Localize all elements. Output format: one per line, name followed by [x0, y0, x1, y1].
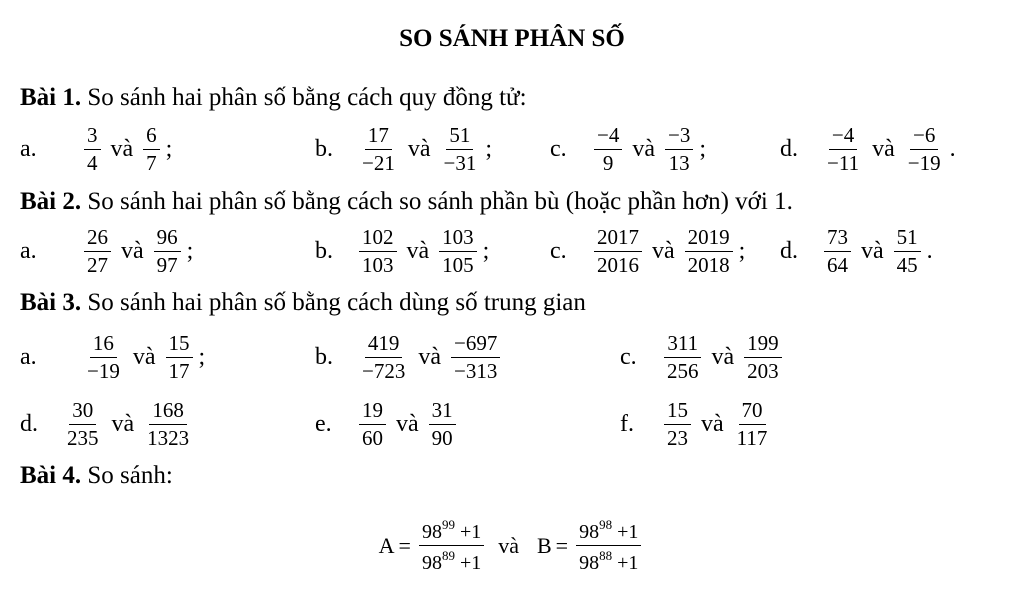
exercise-item [780, 227, 933, 276]
fraction-right [665, 125, 693, 174]
fraction-left [64, 400, 102, 449]
numerator: −4 [829, 125, 857, 150]
exercise-item [620, 333, 786, 382]
denominator: −19 [907, 151, 941, 175]
fraction-left [84, 333, 123, 382]
denominator: 45 [896, 253, 918, 277]
item-label: c. [550, 238, 567, 264]
denominator: 60 [362, 426, 383, 450]
denominator: −19 [87, 359, 120, 383]
problem-2-heading [20, 188, 793, 216]
item-punctuation: . [949, 136, 956, 162]
joiner: và [121, 238, 144, 264]
item-label: d. [20, 411, 38, 437]
b-num-plus: +1 [617, 521, 639, 543]
denominator: 90 [431, 426, 453, 450]
exercise-item [20, 333, 205, 382]
b-name: B [536, 532, 552, 558]
item-label: f. [620, 411, 634, 437]
joiner: và [406, 238, 430, 264]
problem-number: Bài 3. [20, 289, 82, 316]
denominator: 2016 [597, 253, 639, 277]
numerator: 3 [84, 125, 101, 150]
exercise-item [550, 125, 706, 174]
denominator: −313 [454, 359, 498, 383]
denominator: 23 [667, 426, 688, 450]
denominator: 27 [87, 253, 108, 277]
numerator: 73 [824, 227, 851, 252]
joiner: và [498, 532, 519, 558]
b-den-exp: 88 [599, 548, 613, 563]
numerator: −697 [451, 333, 500, 358]
problem-text: So sánh hai phân số bằng cách dùng số trung gian [87, 289, 586, 316]
fraction-left [824, 227, 851, 276]
joiner: và [872, 136, 895, 162]
problem-text: So sánh: [87, 462, 173, 489]
denominator: 203 [747, 359, 779, 383]
numerator: 15 [664, 400, 691, 425]
denominator: 4 [87, 151, 98, 175]
numerator: 311 [664, 333, 701, 358]
fraction-left [359, 227, 397, 276]
denominator: −723 [362, 359, 406, 383]
fraction-right [734, 400, 771, 449]
numerator: 102 [359, 227, 397, 252]
exercise-item [315, 227, 489, 276]
denominator: 97 [156, 253, 178, 277]
item-label: e. [315, 411, 332, 437]
exercise-item [20, 227, 193, 276]
fraction-left [824, 125, 862, 174]
joiner: và [111, 411, 135, 437]
a-num-base: 98 [421, 521, 442, 543]
exercise-item [550, 227, 745, 276]
numerator: 103 [439, 227, 477, 252]
numerator: 15 [166, 333, 193, 358]
fraction-left [359, 400, 386, 449]
numerator: 419 [365, 333, 403, 358]
denominator: −11 [827, 151, 860, 175]
item-punctuation: ; [738, 238, 746, 264]
a-num-exp: 99 [441, 517, 455, 532]
fraction-right [143, 125, 160, 174]
joiner: và [407, 136, 431, 162]
fraction-right [451, 333, 500, 382]
numerator: 51 [446, 125, 473, 150]
fraction-right [429, 400, 456, 449]
numerator: 26 [84, 227, 111, 252]
fraction-right [154, 227, 181, 276]
item-punctuation: ; [699, 136, 707, 162]
numerator: 168 [149, 400, 187, 425]
denominator: 103 [362, 253, 394, 277]
b-den-plus: +1 [617, 552, 639, 574]
fraction-right [166, 333, 193, 382]
item-label: a. [20, 344, 37, 370]
numerator: −6 [910, 125, 938, 150]
item-label: c. [620, 344, 637, 370]
numerator: −3 [665, 125, 693, 150]
denominator: 64 [827, 253, 848, 277]
numerator: 2017 [594, 227, 642, 252]
item-label: b. [315, 136, 333, 162]
denominator: 105 [442, 253, 474, 277]
item-label: a. [20, 238, 37, 264]
exercise-item [315, 333, 504, 382]
problem-text: So sánh hai phân số bằng cách so sánh phần bù (hoặc phần hơn) với 1. [87, 188, 793, 215]
joiner: và [418, 344, 441, 370]
problem-number: Bài 2. [20, 188, 82, 215]
problem-1-heading [20, 84, 527, 112]
exercise-item [20, 400, 196, 449]
denominator: −31 [443, 151, 477, 175]
denominator: 117 [736, 426, 768, 450]
item-punctuation: ; [165, 136, 173, 162]
item-punctuation: ; [485, 136, 493, 162]
numerator: 19 [359, 400, 386, 425]
joiner: và [110, 136, 134, 162]
fraction-left [84, 227, 111, 276]
fraction-right [685, 227, 733, 276]
fraction-left [664, 333, 702, 382]
joiner: và [861, 238, 884, 264]
item-punctuation: ; [482, 238, 490, 264]
a-den-plus: +1 [459, 552, 482, 574]
exercise-item [20, 125, 172, 174]
denominator: 2018 [687, 253, 730, 277]
problem-text: So sánh hai phân số bằng cách quy đồng tử: [87, 84, 527, 111]
denominator: 9 [602, 151, 614, 175]
numerator: 16 [90, 333, 117, 358]
fraction-left [594, 125, 622, 174]
numerator: 31 [429, 400, 456, 425]
exercise-item [315, 125, 492, 174]
item-punctuation: ; [198, 344, 206, 370]
fraction-right [439, 227, 477, 276]
joiner: và [396, 411, 419, 437]
joiner: và [652, 238, 675, 264]
numerator: 2019 [685, 227, 733, 252]
b-fraction [576, 518, 641, 573]
b-den-base: 98 [579, 552, 600, 574]
page-title: SO SÁNH PHÂN SỐ [399, 25, 625, 52]
problem-3-heading [20, 289, 586, 317]
a-name: A [378, 532, 395, 558]
denominator: −21 [362, 151, 395, 175]
b-num-base: 98 [579, 521, 600, 543]
a-fraction [419, 518, 484, 573]
a-den-base: 98 [421, 552, 442, 574]
numerator: −4 [594, 125, 622, 150]
problem-4-heading [20, 462, 173, 490]
fraction-right [894, 227, 921, 276]
bai4-formula: A = $\frac{98^{99} +1}{98^{89} +1}$ và B = $\frac{98^{98} +1}{98^{88} +1}$ [0, 518, 1024, 573]
a-num-plus: +1 [459, 521, 482, 543]
joiner: và [701, 411, 724, 437]
a-den-exp: 89 [441, 548, 455, 563]
item-label: a. [20, 136, 37, 162]
fraction-left [664, 400, 691, 449]
item-punctuation: . [926, 238, 933, 264]
fraction-left [359, 333, 408, 382]
problem-number: Bài 4. [20, 462, 82, 489]
denominator: 256 [667, 359, 699, 383]
fraction-right [144, 400, 192, 449]
joiner: và [632, 136, 655, 162]
item-punctuation: ; [186, 238, 194, 264]
denominator: 17 [168, 359, 190, 383]
fraction-left [594, 227, 642, 276]
fraction-right [744, 333, 782, 382]
denominator: 235 [67, 426, 99, 450]
numerator: 199 [744, 333, 782, 358]
item-label: b. [315, 238, 333, 264]
joiner: và [711, 344, 735, 370]
item-label: d. [780, 136, 798, 162]
numerator: 51 [894, 227, 921, 252]
denominator: 13 [668, 151, 690, 175]
denominator: 7 [146, 151, 157, 175]
exercise-item [315, 400, 460, 449]
fraction-right [905, 125, 944, 174]
numerator: 6 [143, 125, 160, 150]
item-label: d. [780, 238, 798, 264]
item-label: b. [315, 344, 333, 370]
denominator: 1323 [147, 426, 190, 450]
numerator: 70 [739, 400, 766, 425]
numerator: 17 [365, 125, 392, 150]
fraction-right [441, 125, 480, 174]
joiner: và [132, 344, 156, 370]
problem-number: Bài 1. [20, 84, 82, 111]
numerator: 96 [154, 227, 181, 252]
fraction-left [359, 125, 398, 174]
exercise-item [780, 125, 956, 174]
item-label: c. [550, 136, 567, 162]
exercise-item [620, 400, 774, 449]
numerator: 30 [69, 400, 96, 425]
fraction-left [84, 125, 101, 174]
b-num-exp: 98 [599, 517, 613, 532]
